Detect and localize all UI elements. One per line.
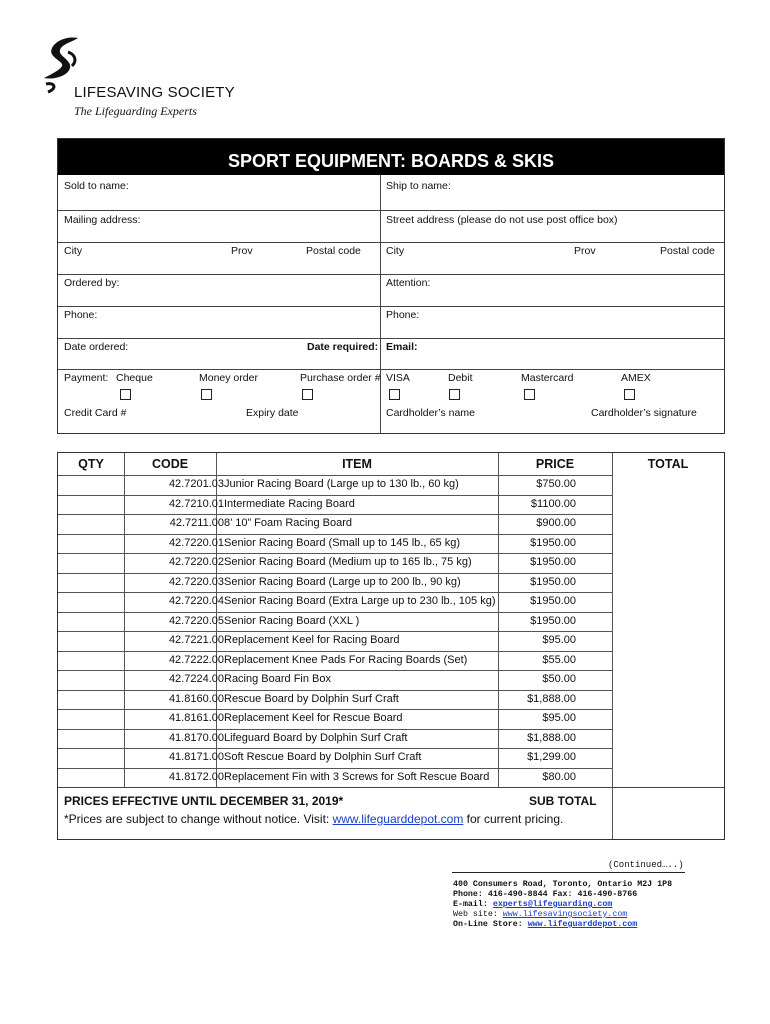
city-field[interactable]: City (64, 245, 83, 257)
price-cell: $80.00 (542, 770, 576, 783)
email-label: E-mail: (453, 900, 493, 909)
total-cell[interactable] (614, 553, 722, 571)
item-cell: Replacement Knee Pads For Racing Boards (Set) (224, 653, 468, 666)
price-cell: $1,299.00 (527, 751, 576, 763)
table-row (58, 534, 724, 554)
price-cell: $50.00 (542, 673, 576, 685)
table-row (58, 631, 724, 651)
qty-header: QTY (78, 457, 104, 471)
total-cell[interactable] (614, 729, 722, 747)
footer-rule (452, 872, 685, 873)
item-cell: Replacement Keel for Racing Board (224, 634, 400, 646)
divider (58, 274, 724, 275)
form-title: SPORT EQUIPMENT: BOARDS & SKIS (58, 139, 724, 175)
cheque-checkbox[interactable] (120, 389, 131, 400)
date-required-field[interactable]: Date required: (307, 341, 379, 353)
item-cell: Senior Racing Board (Small up to 145 lb., 65 kg) (224, 536, 461, 549)
total-cell[interactable] (614, 612, 722, 630)
total-cell[interactable] (614, 514, 722, 532)
table-row (58, 670, 724, 690)
qty-cell[interactable] (58, 768, 124, 786)
ordered-by-field[interactable]: Ordered by: (64, 277, 120, 289)
price-cell: $1100.00 (530, 497, 576, 510)
item-cell: Intermediate Racing Board (224, 497, 355, 510)
code-cell: 42.7220.02 (168, 556, 224, 568)
website-line (453, 910, 627, 919)
qty-cell[interactable] (58, 514, 124, 532)
org-name: LIFESAVING SOCIETY (74, 84, 235, 101)
divider (58, 787, 724, 788)
item-cell: Racing Board Fin Box (224, 673, 331, 685)
lifeguard-depot-link[interactable]: www.lifeguarddepot.com (332, 812, 464, 826)
item-cell: Senior Racing Board (XXL ) (224, 614, 360, 627)
purchase-order-label: Purchase order # (300, 372, 381, 384)
price-cell: $1,888.00 (527, 692, 576, 705)
total-cell[interactable] (614, 573, 722, 591)
qty-cell[interactable] (58, 553, 124, 571)
item-cell: Senior Racing Board (Large up to 200 lb., 90 kg) (224, 575, 461, 588)
email-field[interactable]: Email: (386, 341, 418, 353)
street-address (453, 880, 672, 889)
pricing-note-suffix: for current pricing. (463, 812, 564, 826)
payment-label: Payment: (64, 372, 109, 384)
table-row (58, 748, 724, 768)
table-row (58, 729, 724, 749)
divider (58, 242, 724, 243)
purchase-order-checkbox[interactable] (302, 389, 313, 400)
money-order-label: Money order (199, 372, 258, 384)
ship-postal-code-field[interactable]: Postal code (660, 245, 715, 257)
price-cell: $1950.00 (530, 556, 576, 568)
sold-to-name-field[interactable]: Sold to name: (64, 180, 129, 192)
code-cell: 41.8161.00 (168, 712, 224, 724)
qty-cell[interactable] (58, 690, 124, 708)
continued-note: (Continued…..) (608, 860, 684, 870)
table-row (58, 475, 724, 495)
date-ordered-field[interactable]: Date ordered: (64, 341, 129, 353)
street-address-text: 400 Consumers Road, Toronto, Ontario M2J 1P8 (453, 880, 673, 889)
item-cell: Replacement Fin with 3 Screws for Soft Rescue Board (224, 770, 490, 783)
table-row (58, 495, 724, 515)
total-cell[interactable] (614, 534, 722, 552)
expiry-date-field[interactable]: Expiry date (246, 407, 299, 419)
pricing-note (64, 812, 563, 826)
price-cell: $1,888.00 (527, 731, 576, 744)
total-cell[interactable] (614, 475, 722, 493)
qty-cell[interactable] (58, 495, 124, 513)
amex-label: AMEX (621, 372, 651, 384)
order-form (57, 138, 725, 434)
total-cell[interactable] (614, 748, 722, 766)
phone-field[interactable]: Phone: (64, 309, 98, 321)
price-cell: $55.00 (542, 653, 576, 666)
divider (58, 369, 724, 370)
code-cell: 42.7210.01 (168, 497, 224, 510)
cardholder-signature-field[interactable]: Cardholder’s signature (591, 407, 697, 419)
qty-cell[interactable] (58, 475, 124, 493)
divider (58, 306, 724, 307)
item-cell: Rescue Board by Dolphin Surf Craft (224, 692, 399, 705)
total-cell[interactable] (614, 768, 722, 786)
qty-cell[interactable] (58, 709, 124, 727)
price-cell: $750.00 (536, 478, 576, 490)
code-header: CODE (151, 457, 189, 471)
total-cell[interactable] (614, 631, 722, 649)
code-cell: 41.8171.00 (168, 751, 224, 763)
mailing-address-field[interactable]: Mailing address: (64, 214, 141, 226)
phone-fax (453, 890, 637, 899)
amex-checkbox[interactable] (624, 389, 635, 400)
code-cell: 41.8160.00 (168, 692, 224, 705)
qty-cell[interactable] (58, 534, 124, 552)
item-cell: Replacement Keel for Rescue Board (224, 712, 403, 724)
table-row (58, 573, 724, 593)
item-cell: 8’ 10” Foam Racing Board (224, 517, 352, 529)
table-row (58, 553, 724, 573)
table-row (58, 592, 724, 612)
code-cell: 41.8170.00 (168, 731, 224, 744)
cardholder-name-field[interactable]: Cardholder’s name (386, 407, 475, 419)
qty-cell[interactable] (58, 729, 124, 747)
code-cell: 42.7222.00 (168, 653, 224, 666)
ship-phone-field[interactable]: Phone: (386, 309, 420, 321)
price-cell: $1950.00 (530, 614, 576, 627)
qty-cell[interactable] (58, 612, 124, 630)
org-tagline: The Lifeguarding Experts (74, 104, 197, 118)
phone-fax-text: Phone: 416-490-8844 Fax: 416-490-8766 (453, 890, 638, 899)
item-cell: Junior Racing Board (Large up to 130 lb., 60 kg) (224, 478, 459, 490)
code-cell: 42.7220.01 (168, 536, 224, 549)
form-divider (380, 175, 381, 434)
website-link[interactable]: www.lifesavingsociety.com (502, 910, 628, 919)
table-row (58, 651, 724, 671)
code-cell: 42.7220.05 (168, 614, 224, 627)
price-cell: $900.00 (536, 517, 576, 529)
cheque-label: Cheque (116, 372, 153, 384)
item-cell: Lifeguard Board by Dolphin Surf Craft (224, 731, 408, 744)
qty-cell[interactable] (58, 670, 124, 688)
qty-cell[interactable] (58, 651, 124, 669)
item-cell: Senior Racing Board (Extra Large up to 230 lb., 105 kg) (224, 595, 496, 607)
divider (58, 210, 724, 211)
qty-cell[interactable] (58, 631, 124, 649)
code-cell: 42.7201.03 (168, 478, 224, 490)
debit-checkbox[interactable] (449, 389, 460, 400)
qty-cell[interactable] (58, 748, 124, 766)
table-row (58, 690, 724, 710)
item-cell: Soft Rescue Board by Dolphin Surf Craft (224, 751, 422, 763)
mastercard-checkbox[interactable] (524, 389, 535, 400)
price-cell: $95.00 (542, 712, 576, 724)
total-header: TOTAL (647, 457, 689, 471)
total-cell[interactable] (614, 651, 722, 669)
table-row (58, 768, 724, 788)
product-table (57, 452, 725, 840)
pricing-note-text: *Prices are subject to change without notice. Visit: (64, 812, 333, 826)
email-line (453, 900, 612, 909)
store-line (453, 920, 637, 929)
price-cell: $95.00 (542, 634, 576, 646)
visa-label: VISA (386, 372, 410, 384)
postal-code-field[interactable]: Postal code (306, 245, 361, 257)
prov-field[interactable]: Prov (231, 245, 253, 257)
total-cell[interactable] (614, 495, 722, 513)
visa-checkbox[interactable] (389, 389, 400, 400)
ship-city-field[interactable]: City (386, 245, 405, 257)
item-cell: Senior Racing Board (Medium up to 165 lb., 75 kg) (224, 556, 472, 568)
ship-prov-field[interactable]: Prov (574, 245, 596, 257)
price-cell: $1950.00 (530, 595, 576, 607)
sub-total-label: SUB TOTAL (529, 794, 597, 808)
credit-card-field[interactable]: Credit Card # (64, 407, 127, 419)
price-cell: $1950.00 (530, 536, 576, 549)
website-label: Web site: (453, 910, 503, 919)
table-row (58, 709, 724, 729)
mastercard-label: Mastercard (521, 372, 574, 384)
email-link[interactable]: experts@lifeguarding.com (492, 900, 613, 909)
debit-label: Debit (448, 372, 473, 384)
qty-cell[interactable] (58, 573, 124, 591)
code-cell: 42.7211.00 (169, 517, 224, 529)
qty-cell[interactable] (58, 592, 124, 610)
store-link[interactable]: www.lifeguarddepot.com (527, 920, 638, 929)
prices-effective-note: PRICES EFFECTIVE UNTIL DECEMBER 31, 2019* (64, 794, 344, 808)
code-cell: 41.8172.00 (168, 770, 224, 783)
code-cell: 42.7221.00 (168, 634, 224, 646)
price-header: PRICE (535, 457, 575, 471)
code-cell: 42.7224.00 (168, 673, 224, 685)
divider (58, 338, 724, 339)
total-cell[interactable] (614, 592, 722, 610)
store-label: On-Line Store: (453, 920, 528, 929)
table-row (58, 612, 724, 632)
total-cell[interactable] (614, 690, 722, 708)
table-row (58, 514, 724, 534)
total-cell[interactable] (614, 709, 722, 727)
ship-to-name-field[interactable]: Ship to name: (386, 180, 451, 192)
code-cell: 42.7220.03 (168, 575, 224, 588)
money-order-checkbox[interactable] (201, 389, 212, 400)
total-cell[interactable] (614, 670, 722, 688)
attention-field[interactable]: Attention: (386, 277, 431, 289)
code-cell: 42.7220.04 (168, 595, 224, 607)
street-address-field[interactable]: Street address (please do not use post office box) (386, 214, 618, 226)
price-cell: $1950.00 (530, 575, 576, 588)
item-header: ITEM (342, 457, 372, 471)
